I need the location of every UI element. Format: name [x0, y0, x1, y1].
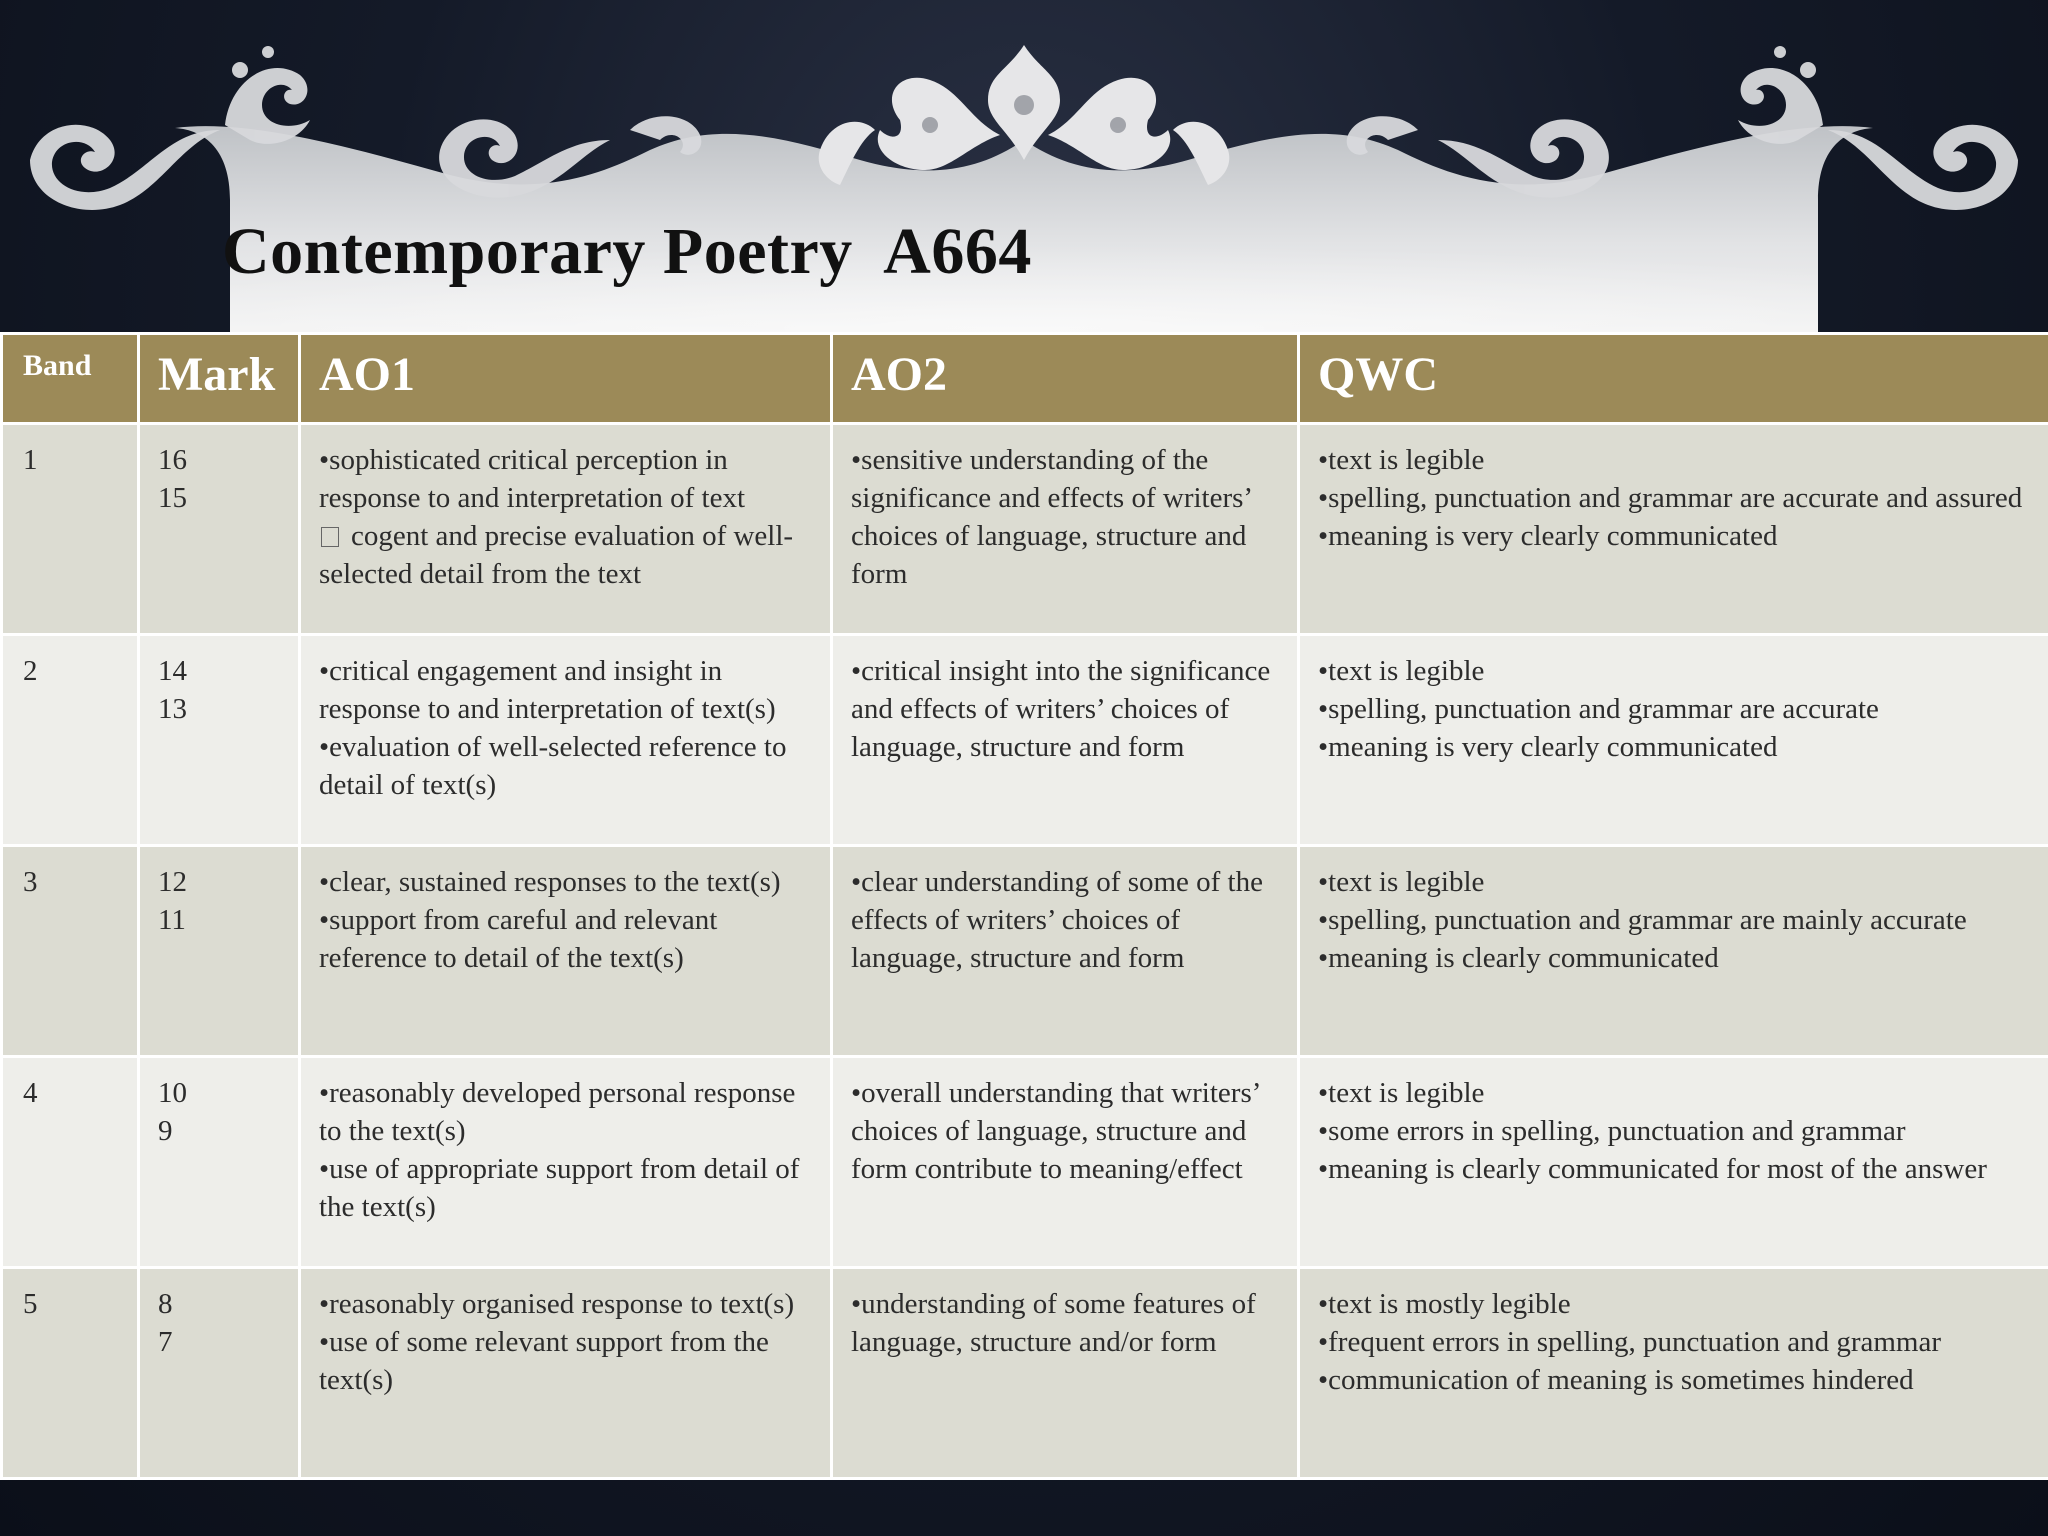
criterion-text: •reasonably developed personal response to the text(s) — [319, 1077, 796, 1147]
criterion-text: •support from careful and relevant reference to detail of the text(s) — [319, 904, 718, 974]
criterion-text: •text is legible — [1318, 866, 1485, 898]
criterion-text: •text is legible — [1318, 444, 1485, 476]
criterion-text: •clear, sustained responses to the text(s) — [319, 866, 781, 898]
ao1-cell — [300, 1268, 832, 1479]
qwc-cell — [1299, 635, 2048, 846]
band-cell: 4 — [2, 1057, 139, 1268]
mark-value: 10 — [158, 1077, 187, 1109]
criterion-line — [319, 517, 812, 593]
mark-value: 15 — [158, 482, 187, 514]
criterion-text: •spelling, punctuation and grammar are accurate — [1318, 693, 1879, 725]
header-mark: Mark — [139, 334, 300, 424]
header-ao2: AO2 — [832, 334, 1299, 424]
ao2-cell — [832, 1057, 1299, 1268]
ao1-cell — [300, 846, 832, 1057]
mark-value: 16 — [158, 444, 187, 476]
band-cell: 1 — [2, 424, 139, 635]
header-ao1: AO1 — [300, 334, 832, 424]
table-row — [2, 1268, 2048, 1479]
table-row — [2, 635, 2048, 846]
criterion-text: •text is mostly legible — [1318, 1288, 1571, 1320]
mark-cell — [139, 424, 300, 635]
mark-value: 7 — [158, 1326, 173, 1358]
mark-value: 8 — [158, 1288, 173, 1320]
header-band: Band — [2, 334, 139, 424]
criterion-text: •spelling, punctuation and grammar are mainly accurate — [1318, 904, 1967, 936]
mark-value: 13 — [158, 693, 187, 725]
criterion-text: •text is legible — [1318, 655, 1485, 687]
criterion-text: •communication of meaning is sometimes hindered — [1318, 1364, 1914, 1396]
ao1-cell — [300, 1057, 832, 1268]
mark-cell — [139, 635, 300, 846]
criterion-text: •frequent errors in spelling, punctuation and grammar — [1318, 1326, 1941, 1358]
band-cell: 3 — [2, 846, 139, 1057]
qwc-cell — [1299, 1057, 2048, 1268]
criterion-text: cogent and precise evaluation of well-selected detail from the text — [319, 520, 794, 590]
criterion-text: •some errors in spelling, punctuation and grammar — [1318, 1115, 1906, 1147]
missing-glyph-icon — [321, 527, 339, 547]
criterion-text: •critical engagement and insight in response to and interpretation of text(s) — [319, 655, 776, 725]
qwc-cell — [1299, 846, 2048, 1057]
criterion-text: •reasonably organised response to text(s) — [319, 1288, 795, 1320]
criterion-text: •understanding of some features of language, structure and/or form — [851, 1288, 1256, 1358]
criterion-text: •use of appropriate support from detail of the text(s) — [319, 1153, 800, 1223]
criterion-text: •overall understanding that writers’ choices of language, structure and form contribute to meaning/effect — [851, 1077, 1260, 1185]
criterion-text: •meaning is very clearly communicated — [1318, 520, 1778, 552]
ao2-cell — [832, 635, 1299, 846]
marking-scheme-table-wrapper — [0, 332, 2048, 1478]
table-row — [2, 424, 2048, 635]
criterion-text: •use of some relevant support from the text(s) — [319, 1326, 769, 1396]
mark-cell — [139, 1057, 300, 1268]
criterion-text: •meaning is clearly communicated — [1318, 942, 1719, 974]
mark-value: 11 — [158, 904, 186, 936]
criterion-text: •meaning is clearly communicated for most of the answer — [1318, 1153, 1987, 1185]
header-qwc: QWC — [1299, 334, 2048, 424]
ao2-cell — [832, 424, 1299, 635]
ao2-cell — [832, 1268, 1299, 1479]
criterion-text: •clear understanding of some of the effects of writers’ choices of language, structure and form — [851, 866, 1263, 974]
criterion-text: •meaning is very clearly communicated — [1318, 731, 1778, 763]
mark-value: 14 — [158, 655, 187, 687]
criterion-text: •sophisticated critical perception in response to and interpretation of text — [319, 444, 746, 514]
mark-value: 9 — [158, 1115, 173, 1147]
mark-value: 12 — [158, 866, 187, 898]
table-header-row — [2, 334, 2048, 424]
slide-title: Contemporary Poetry A664 — [222, 215, 1032, 288]
marking-scheme-table — [0, 332, 2048, 1480]
qwc-cell — [1299, 424, 2048, 635]
table-row — [2, 846, 2048, 1057]
table-row — [2, 1057, 2048, 1268]
criterion-text: •sensitive understanding of the significance and effects of writers’ choices of language, structure and form — [851, 444, 1251, 590]
ao2-cell — [832, 846, 1299, 1057]
band-cell: 2 — [2, 635, 139, 846]
mark-cell — [139, 1268, 300, 1479]
criterion-text: •text is legible — [1318, 1077, 1485, 1109]
ao1-cell — [300, 424, 832, 635]
qwc-cell — [1299, 1268, 2048, 1479]
band-cell: 5 — [2, 1268, 139, 1479]
mark-cell — [139, 846, 300, 1057]
criterion-text: •critical insight into the significance and effects of writers’ choices of language, structure and form — [851, 655, 1271, 763]
ao1-cell — [300, 635, 832, 846]
criterion-text: •evaluation of well-selected reference to detail of text(s) — [319, 731, 787, 801]
criterion-text: •spelling, punctuation and grammar are accurate and assured — [1318, 482, 2023, 514]
